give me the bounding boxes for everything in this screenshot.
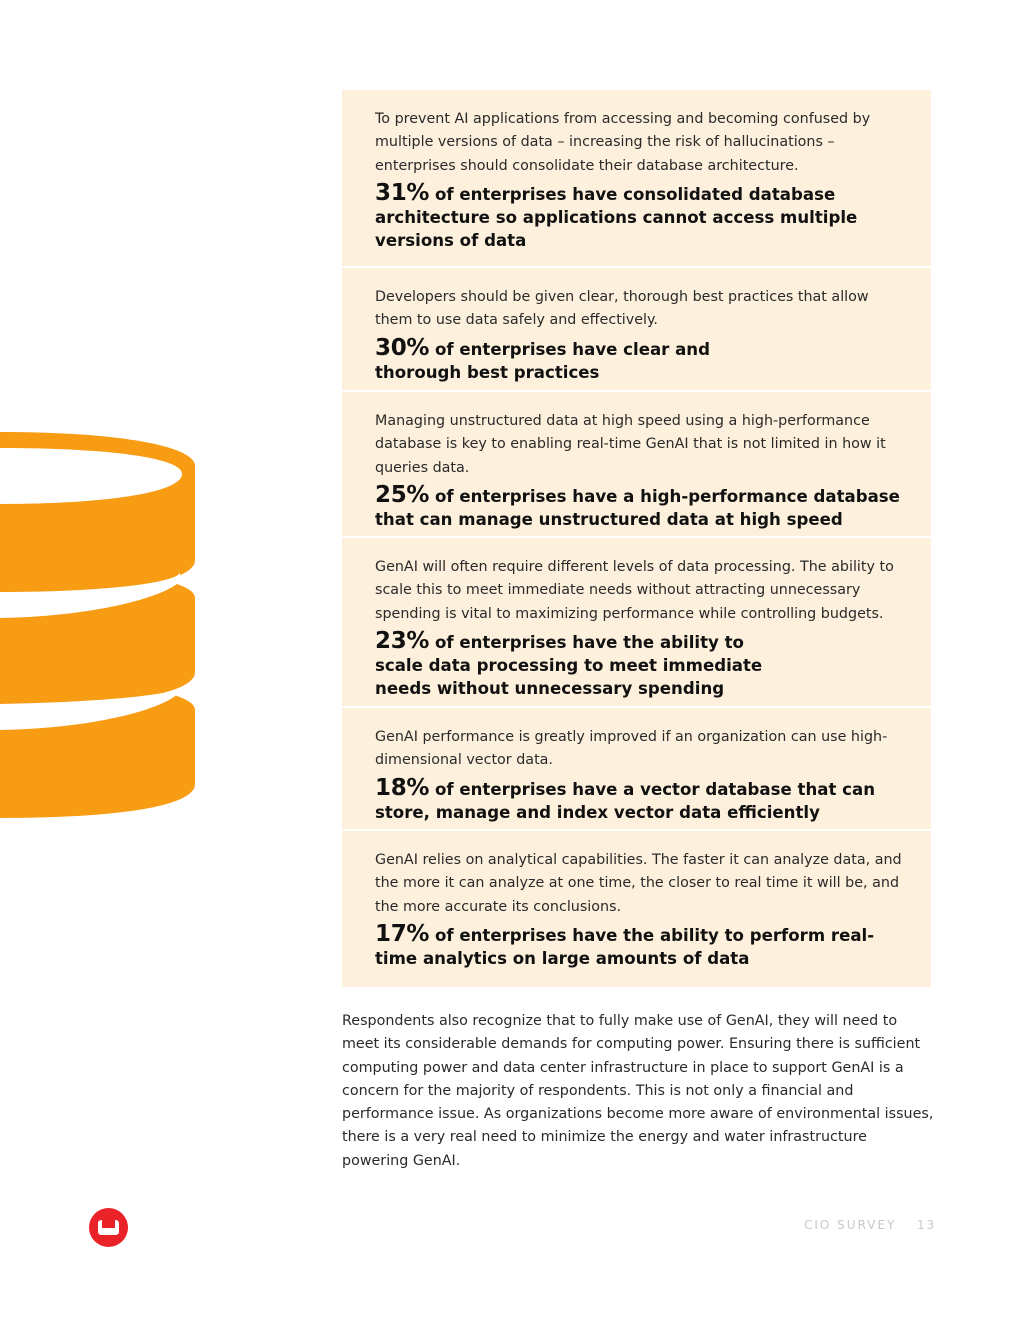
stats-panel [342, 90, 931, 987]
stat-block [342, 90, 931, 266]
stat-headline [375, 334, 903, 385]
stat-percent: 17% [375, 920, 430, 947]
stat-headline [375, 774, 903, 825]
stat-block [342, 708, 931, 829]
footer-page-number: 13 [917, 1218, 937, 1232]
stat-headline [375, 179, 903, 253]
stat-description: Developers should be given clear, thorough best practices that allow them to use data safely and effectively. [375, 289, 869, 329]
stat-headline-text: of enterprises have consolidated database architecture so applications cannot access multiple versions of data [375, 184, 858, 251]
stat-description: Managing unstructured data at high speed using a high-performance database is key to enabling real-time GenAI that is not limited in how it queries data. [375, 413, 886, 476]
stat-description: GenAI will often require different levels of data processing. The ability to scale this to meet immediate needs without attracting unnecessary spending is vital to maximizing performance while controlling budgets. [375, 559, 894, 622]
database-stack-icon [0, 430, 200, 822]
stat-description: GenAI relies on analytical capabilities. The faster it can analyze data, and the more it can analyze at one time, the closer to real time it will be, and the more accurate its conclusions. [375, 852, 902, 915]
stat-description: GenAI performance is greatly improved if an organization can use high-dimensional vector data. [375, 729, 888, 769]
footer-section-label: CIO SURVEY [804, 1218, 897, 1232]
stat-headline [375, 627, 903, 701]
stat-percent: 25% [375, 481, 430, 508]
stat-headline-text: of enterprises have a high-performance database that can manage unstructured data at high speed [375, 486, 900, 530]
body-paragraph: Respondents also recognize that to fully make use of GenAI, they will need to meet its considerable demands for computing power. Ensuring there is sufficient computing power and data center infrastructure in place to support GenAI is a concern for the majority of respondents. This is not only a financial and performance issue. As organizations become more aware of environmental issues, there is a very real need to minimize the energy and water infrastructure powering GenAI. [342, 1013, 934, 1169]
stat-percent: 30% [375, 334, 430, 361]
stat-block [342, 831, 931, 987]
stat-headline-text: of enterprises have a vector database that can store, manage and index vector data efficiently [375, 779, 876, 822]
stat-headline-text: of enterprises have clear and thorough best practices [375, 339, 710, 382]
couch-logo-icon [89, 1208, 128, 1247]
stat-percent: 31% [375, 179, 430, 206]
stat-percent: 18% [375, 774, 430, 801]
stat-headline [375, 920, 903, 971]
stat-description: To prevent AI applications from accessing and becoming confused by multiple versions of data – increasing the risk of hallucinations – enterprises should consolidate their database architecture. [375, 111, 871, 174]
stat-headline-text: of enterprises have the ability to perform real-time analytics on large amounts of data [375, 925, 875, 969]
stat-headline [375, 481, 903, 532]
stat-percent: 23% [375, 627, 430, 654]
stat-block [342, 538, 931, 706]
stat-block [342, 268, 931, 390]
stat-block [342, 392, 931, 536]
stat-headline-text: of enterprises have the ability to scale data processing to meet immediate needs without unnecessary spending [375, 632, 763, 699]
